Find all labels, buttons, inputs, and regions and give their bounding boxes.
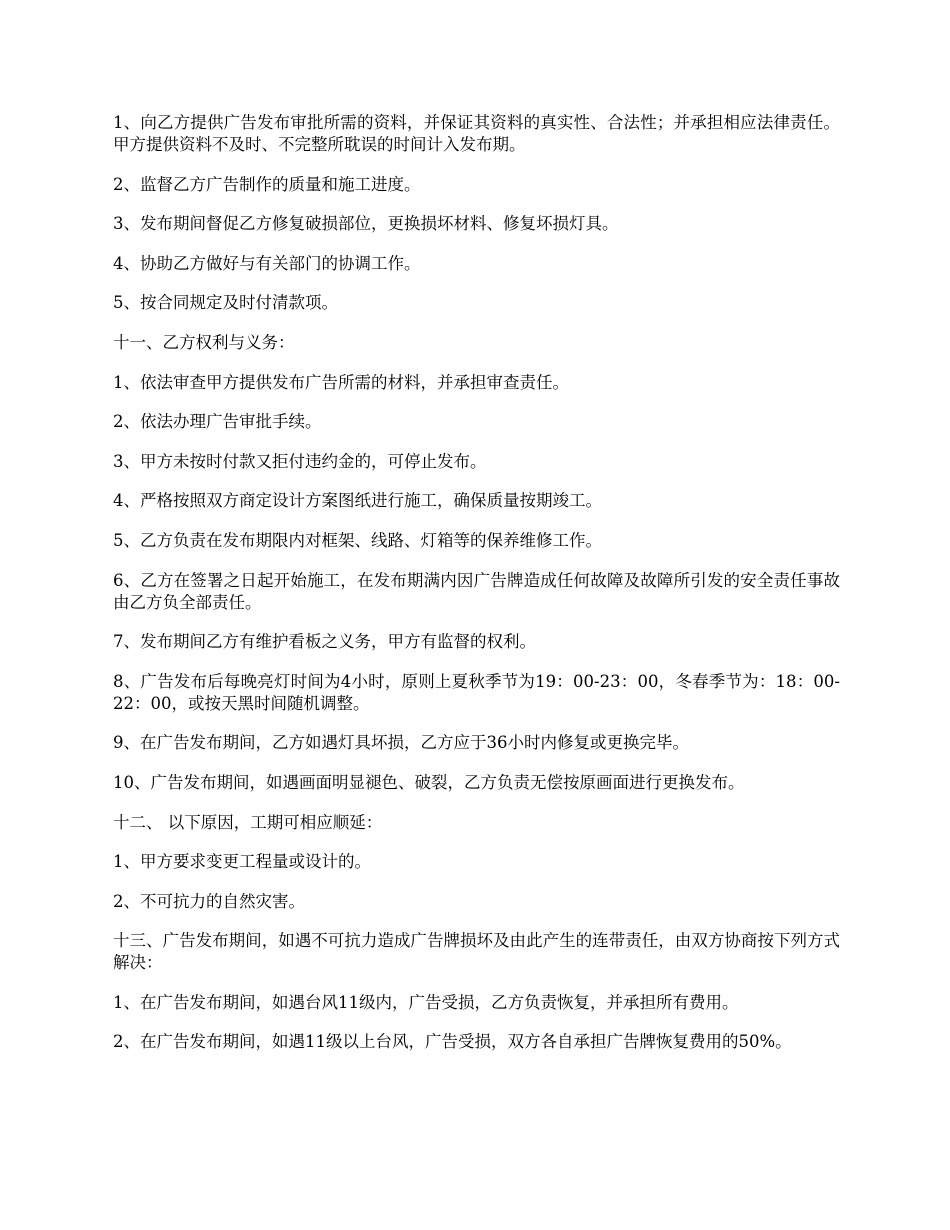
paragraph-2: 2、监督乙方广告制作的质量和施工进度。: [113, 174, 421, 194]
paragraph-1: 1、向乙方提供广告发布审批所需的资料，并保证其资料的真实性、合法性；并承担相应法律责任。甲方提供资料不及时、不完整所耽误的时间计入发布期。: [113, 113, 840, 154]
paragraph-7: 1、依法审查甲方提供发布广告所需的材料，并承担审查责任。: [113, 372, 569, 392]
paragraph-21: 1、在广告发布期间，如遇台风11级内，广告受损，乙方负责恢复，并承担所有费用。: [113, 992, 739, 1012]
paragraph-18: 1、甲方要求变更工程量或设计的。: [113, 852, 371, 872]
paragraph-16: 10、广告发布期间，如遇画面明显褪色、破裂，乙方负责无偿按原画面进行更换发布。: [113, 772, 745, 792]
paragraph-5: 5、按合同规定及时付清款项。: [113, 293, 338, 313]
paragraph-3: 3、发布期间督促乙方修复破损部位，更换损坏材料、修复坏损灯具。: [113, 214, 619, 234]
paragraph-22: 2、在广告发布期间，如遇11级以上台风，广告受损，双方各自承担广告牌恢复费用的50%。: [113, 1032, 792, 1052]
paragraph-12: 6、乙方在签署之日起开始施工，在发布期满内因广告牌造成任何故障及故障所引发的安全责任事故由乙方负全部责任。: [113, 570, 840, 612]
paragraph-11: 5、乙方负责在发布期限内对框架、线路、灯箱等的保养维修工作。: [113, 530, 602, 550]
paragraph-19: 2、不可抗力的自然灾害。: [113, 891, 305, 911]
paragraph-9: 3、甲方未按时付款又拒付违约金的，可停止发布。: [113, 451, 487, 471]
paragraph-15: 9、在广告发布期间，乙方如遇灯具坏损，乙方应于36小时内修复或更换完毕。: [113, 733, 689, 753]
paragraph-14: 8、广告发布后每晚亮灯时间为4小时，原则上夏秋季节为19：00-23：00，冬春季节为：18：00-22：00，或按天黑时间随机调整。: [113, 671, 840, 713]
paragraph-10: 4、严格按照双方商定设计方案图纸进行施工，确保质量按期竣工。: [113, 491, 602, 511]
paragraph-4: 4、协助乙方做好与有关部门的协调工作。: [113, 253, 421, 273]
paragraph-8: 2、依法办理广告审批手续。: [113, 412, 322, 432]
section-heading-12: 十二、 以下原因，工期可相应顺延：: [113, 812, 383, 832]
section-heading-11: 十一、乙方权利与义务：: [113, 332, 295, 352]
paragraph-13: 7、发布期间乙方有维护看板之义务，甲方有监督的权利。: [113, 632, 536, 652]
section-heading-13: 十三、广告发布期间，如遇不可抗力造成广告牌损坏及由此产生的连带责任，由双方协商按下列方式解决：: [113, 931, 840, 973]
